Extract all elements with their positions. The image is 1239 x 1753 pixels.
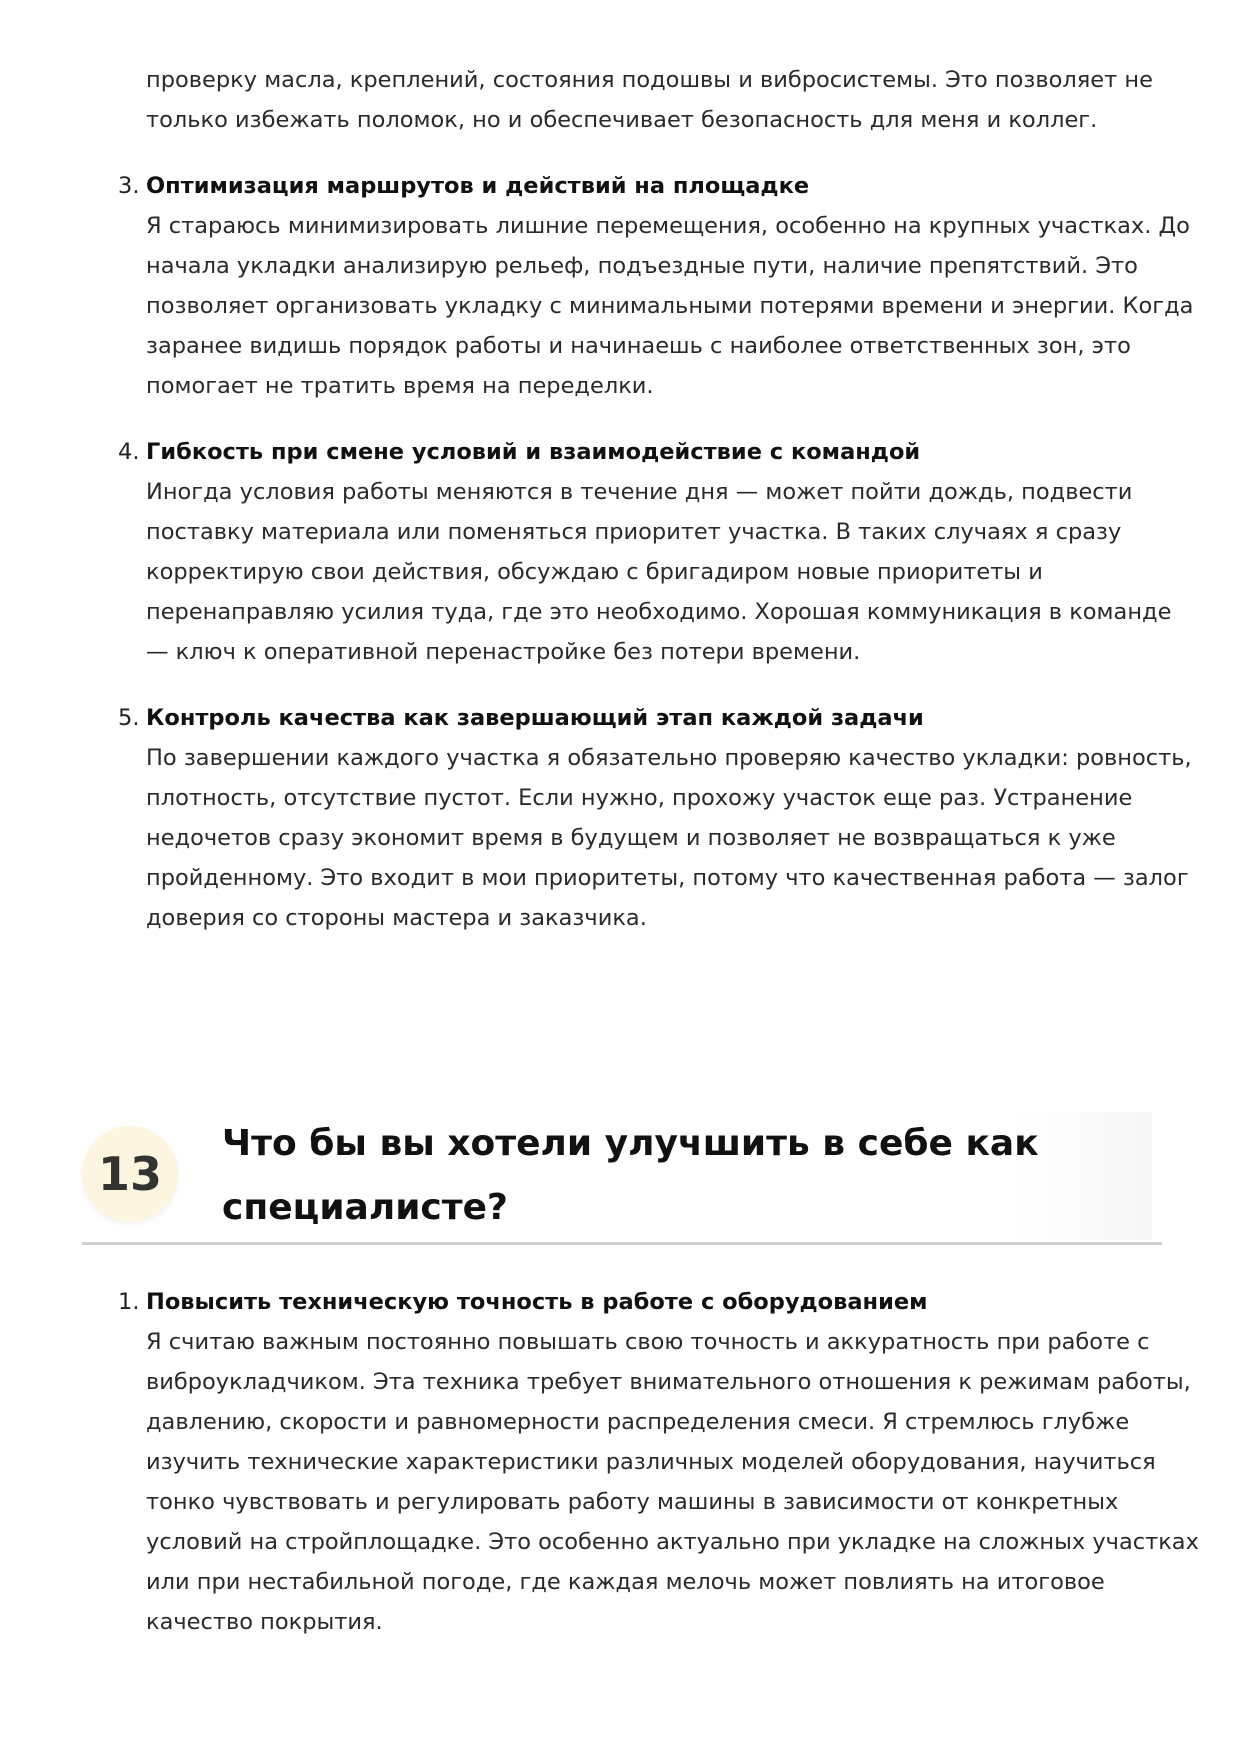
body-line: виброукладчиком. Эта техника требует внимательного отношения к режимам работы, [146,1369,1191,1395]
intro-text-line: проверку масла, креплений, состояния подошвы и вибросистемы. Это позволяет не [146,67,1153,93]
list-item-title: Повысить техническую точность в работе с оборудованием [146,1289,928,1315]
body-line: перенаправляю усилия туда, где это необходимо. Хорошая коммуникация в команде [146,599,1172,625]
body-line: давлению, скорости и равномерности распределения смеси. Я стремлюсь глубже [146,1409,1130,1435]
body-line: недочетов сразу экономит время в будущем и позволяет не возвращаться к уже [146,825,1116,851]
body-line: условий на стройплощадке. Это особенно актуально при укладке на сложных участках [146,1529,1199,1555]
body-line: помогает не тратить время на переделки. [146,373,654,399]
list-item-number: 5. [118,705,140,731]
list-item-body [146,738,1192,938]
section-header [82,1112,1162,1242]
body-line: Я считаю важным постоянно повышать свою точность и аккуратность при работе с [146,1329,1150,1355]
body-line: или при нестабильной погоде, где каждая мелочь может повлиять на итоговое [146,1569,1105,1595]
body-line: По завершении каждого участка я обязательно проверяю качество укладки: ровность, [146,745,1192,771]
body-line: качество покрытия. [146,1609,383,1635]
list-item-title: Оптимизация маршрутов и действий на площадке [146,173,810,199]
list-item-body [146,206,1194,406]
body-line: — ключ к оперативной перенастройке без потери времени. [146,639,861,665]
section-title-line: Что бы вы хотели улучшить в себе как [222,1123,1039,1164]
list-item-title: Контроль качества как завершающий этап каждой задачи [146,705,924,731]
list-item-body [146,1322,1199,1642]
body-line: поставку материала или поменяться приоритет участка. В таких случаях я сразу [146,519,1122,545]
section-title-line: специалисте? [222,1187,508,1228]
body-line: заранее видишь порядок работы и начинаешь с наиболее ответственных зон, это [146,333,1131,359]
body-line: плотность, отсутствие пустот. Если нужно, прохожу участок еще раз. Устранение [146,785,1133,811]
section-title [222,1112,1152,1240]
body-line: доверия со стороны мастера и заказчика. [146,905,647,931]
list-item-body [146,472,1176,672]
section-number-badge: 13 [82,1126,178,1222]
list-item-title: Гибкость при смене условий и взаимодействие с командой [146,439,921,465]
body-line: тонко чувствовать и регулировать работу машины в зависимости от конкретных [146,1489,1119,1515]
body-line: Иногда условия работы меняются в течение дня — может пойти дождь, подвести [146,479,1133,505]
body-line: корректирую свои действия, обсуждаю с бригадиром новые приоритеты и [146,559,1043,585]
section-divider [82,1242,1162,1245]
body-line: пройденному. Это входит в мои приоритеты, потому что качественная работа — залог [146,865,1189,891]
body-line: начала укладки анализирую рельеф, подъездные пути, наличие препятствий. Это [146,253,1138,279]
intro-text-line: только избежать поломок, но и обеспечивает безопасность для меня и коллег. [146,107,1098,133]
list-item-number: 3. [118,173,140,199]
list-item-number: 4. [118,439,140,465]
body-line: изучить технические характеристики различных моделей оборудования, научиться [146,1449,1156,1475]
list-item-number: 1. [118,1289,140,1315]
body-line: Я стараюсь минимизировать лишние перемещения, особенно на крупных участках. До [146,213,1190,239]
body-line: позволяет организовать укладку с минимальными потерями времени и энергии. Когда [146,293,1194,319]
